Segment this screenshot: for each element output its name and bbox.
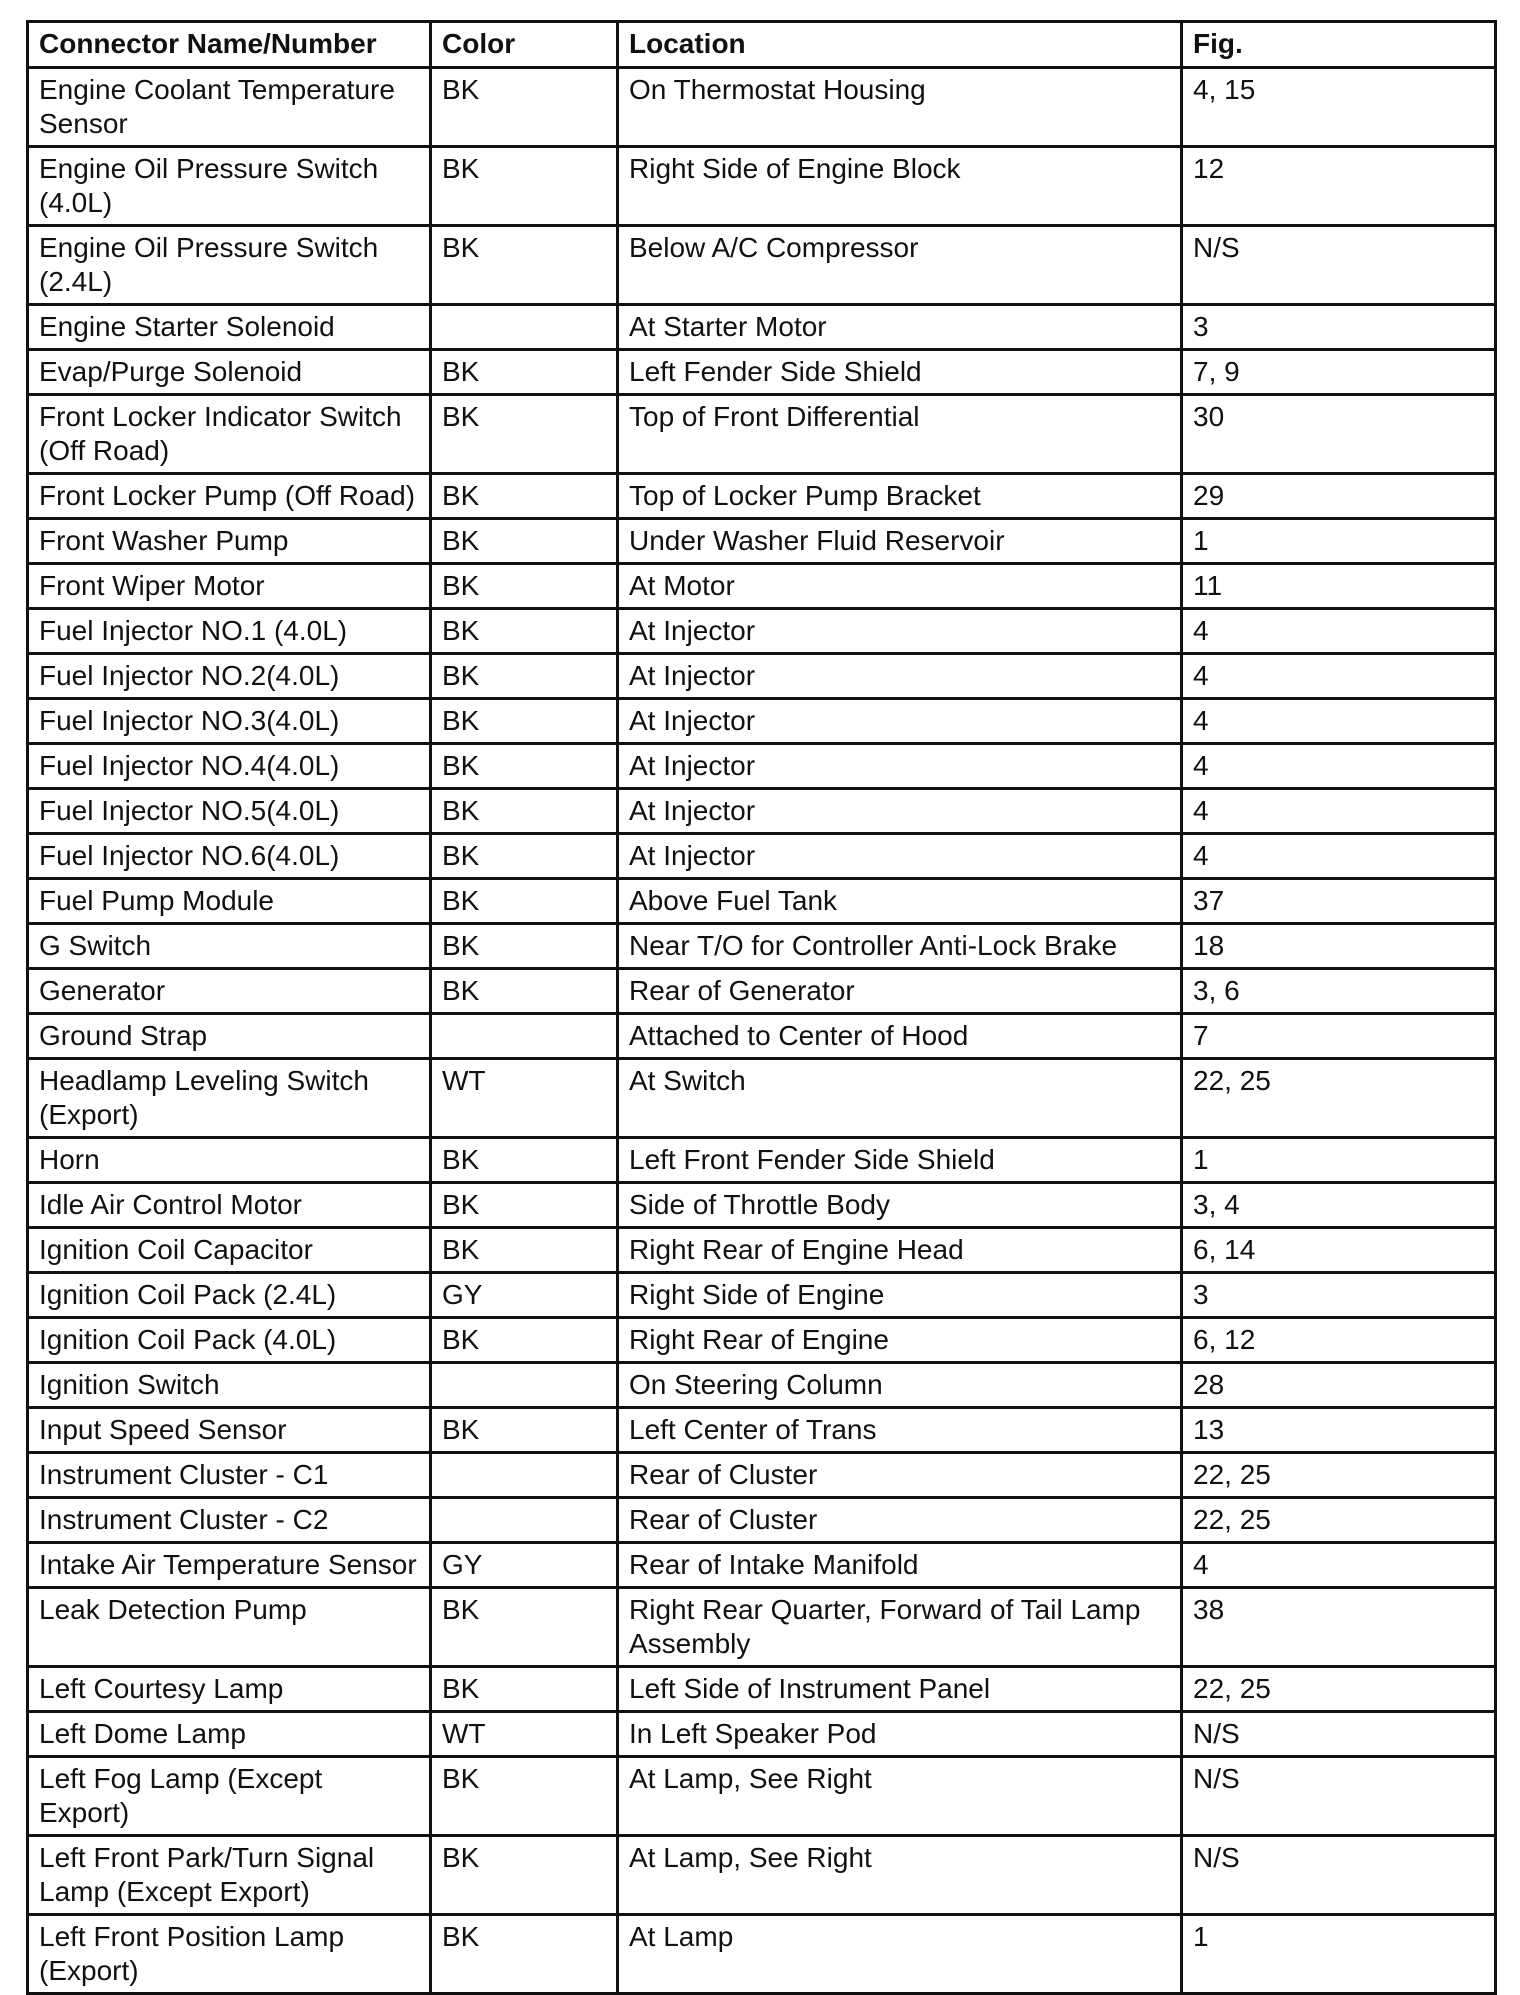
- fig-cell: 3, 6: [1182, 969, 1496, 1014]
- connector-name-cell: Ignition Coil Pack (2.4L): [28, 1273, 431, 1318]
- fig-cell: N/S: [1182, 1712, 1496, 1757]
- table-row: [28, 1228, 1496, 1273]
- color-cell: BK: [431, 699, 618, 744]
- location-cell: At Injector: [618, 789, 1182, 834]
- fig-cell: 4: [1182, 1543, 1496, 1588]
- fig-cell: 18: [1182, 924, 1496, 969]
- location-cell: At Motor: [618, 564, 1182, 609]
- fig-cell: 3: [1182, 1273, 1496, 1318]
- table-row: [28, 1757, 1496, 1836]
- connector-name-cell: Left Front Park/Turn Signal Lamp (Except Export): [28, 1836, 431, 1915]
- header-fig: Fig.: [1182, 22, 1496, 68]
- color-cell: BK: [431, 879, 618, 924]
- location-cell: At Injector: [618, 654, 1182, 699]
- fig-cell: 30: [1182, 395, 1496, 474]
- location-cell: At Lamp, See Right: [618, 1757, 1182, 1836]
- color-cell: [431, 1453, 618, 1498]
- color-cell: BK: [431, 474, 618, 519]
- table-row: [28, 1408, 1496, 1453]
- fig-cell: N/S: [1182, 1836, 1496, 1915]
- connector-name-cell: Fuel Injector NO.2(4.0L): [28, 654, 431, 699]
- table-row: [28, 395, 1496, 474]
- fig-cell: 12: [1182, 147, 1496, 226]
- color-cell: BK: [431, 519, 618, 564]
- connector-name-cell: Instrument Cluster - C1: [28, 1453, 431, 1498]
- connector-name-cell: Front Locker Pump (Off Road): [28, 474, 431, 519]
- location-cell: Rear of Generator: [618, 969, 1182, 1014]
- color-cell: BK: [431, 1757, 618, 1836]
- location-cell: Right Rear of Engine: [618, 1318, 1182, 1363]
- color-cell: BK: [431, 924, 618, 969]
- connector-name-cell: Generator: [28, 969, 431, 1014]
- fig-cell: 29: [1182, 474, 1496, 519]
- connector-name-cell: Fuel Injector NO.1 (4.0L): [28, 609, 431, 654]
- color-cell: GY: [431, 1543, 618, 1588]
- connector-name-cell: G Switch: [28, 924, 431, 969]
- fig-cell: 22, 25: [1182, 1453, 1496, 1498]
- fig-cell: 4: [1182, 699, 1496, 744]
- location-cell: Right Rear of Engine Head: [618, 1228, 1182, 1273]
- location-cell: Near T/O for Controller Anti-Lock Brake: [618, 924, 1182, 969]
- connector-name-cell: Ignition Coil Capacitor: [28, 1228, 431, 1273]
- location-cell: Attached to Center of Hood: [618, 1014, 1182, 1059]
- table-row: [28, 879, 1496, 924]
- location-cell: At Injector: [618, 699, 1182, 744]
- color-cell: WT: [431, 1059, 618, 1138]
- color-cell: BK: [431, 1138, 618, 1183]
- table-row: [28, 1667, 1496, 1712]
- fig-cell: 1: [1182, 1915, 1496, 1994]
- location-cell: Top of Locker Pump Bracket: [618, 474, 1182, 519]
- connector-name-cell: Front Locker Indicator Switch (Off Road): [28, 395, 431, 474]
- header-color: Color: [431, 22, 618, 68]
- connector-name-cell: Ignition Switch: [28, 1363, 431, 1408]
- connector-name-cell: Left Courtesy Lamp: [28, 1667, 431, 1712]
- location-cell: At Lamp: [618, 1915, 1182, 1994]
- location-cell: Left Front Fender Side Shield: [618, 1138, 1182, 1183]
- color-cell: BK: [431, 147, 618, 226]
- fig-cell: 6, 12: [1182, 1318, 1496, 1363]
- connector-name-cell: Fuel Pump Module: [28, 879, 431, 924]
- table-row: [28, 1363, 1496, 1408]
- fig-cell: 28: [1182, 1363, 1496, 1408]
- connector-name-cell: Front Washer Pump: [28, 519, 431, 564]
- fig-cell: 38: [1182, 1588, 1496, 1667]
- fig-cell: 4: [1182, 609, 1496, 654]
- table-row: [28, 744, 1496, 789]
- connector-table: [26, 20, 1497, 1995]
- table-row: [28, 969, 1496, 1014]
- connector-name-cell: Fuel Injector NO.4(4.0L): [28, 744, 431, 789]
- table-row: [28, 350, 1496, 395]
- color-cell: BK: [431, 1228, 618, 1273]
- table-row: [28, 564, 1496, 609]
- fig-cell: 22, 25: [1182, 1498, 1496, 1543]
- fig-cell: 11: [1182, 564, 1496, 609]
- fig-cell: 3: [1182, 305, 1496, 350]
- color-cell: BK: [431, 609, 618, 654]
- table-row: [28, 1836, 1496, 1915]
- color-cell: BK: [431, 1318, 618, 1363]
- color-cell: BK: [431, 969, 618, 1014]
- color-cell: GY: [431, 1273, 618, 1318]
- location-cell: Left Center of Trans: [618, 1408, 1182, 1453]
- table-row: [28, 474, 1496, 519]
- location-cell: Under Washer Fluid Reservoir: [618, 519, 1182, 564]
- color-cell: WT: [431, 1712, 618, 1757]
- fig-cell: 4: [1182, 654, 1496, 699]
- color-cell: BK: [431, 1183, 618, 1228]
- table-row: [28, 1915, 1496, 1994]
- fig-cell: 3, 4: [1182, 1183, 1496, 1228]
- color-cell: BK: [431, 789, 618, 834]
- color-cell: BK: [431, 1408, 618, 1453]
- fig-cell: 7, 9: [1182, 350, 1496, 395]
- location-cell: Rear of Intake Manifold: [618, 1543, 1182, 1588]
- table-row: [28, 1543, 1496, 1588]
- color-cell: [431, 1498, 618, 1543]
- fig-cell: 1: [1182, 1138, 1496, 1183]
- color-cell: BK: [431, 395, 618, 474]
- location-cell: Above Fuel Tank: [618, 879, 1182, 924]
- location-cell: Top of Front Differential: [618, 395, 1182, 474]
- table-row: [28, 924, 1496, 969]
- location-cell: Left Fender Side Shield: [618, 350, 1182, 395]
- table-row: [28, 1318, 1496, 1363]
- fig-cell: N/S: [1182, 226, 1496, 305]
- location-cell: Left Side of Instrument Panel: [618, 1667, 1182, 1712]
- color-cell: BK: [431, 834, 618, 879]
- connector-name-cell: Evap/Purge Solenoid: [28, 350, 431, 395]
- table-row: [28, 305, 1496, 350]
- fig-cell: 22, 25: [1182, 1667, 1496, 1712]
- location-cell: At Injector: [618, 609, 1182, 654]
- color-cell: BK: [431, 1588, 618, 1667]
- location-cell: At Injector: [618, 744, 1182, 789]
- color-cell: BK: [431, 1836, 618, 1915]
- location-cell: Rear of Cluster: [618, 1453, 1182, 1498]
- color-cell: BK: [431, 68, 618, 147]
- table-row: [28, 1059, 1496, 1138]
- fig-cell: 4: [1182, 834, 1496, 879]
- location-cell: On Steering Column: [618, 1363, 1182, 1408]
- fig-cell: 7: [1182, 1014, 1496, 1059]
- connector-name-cell: Instrument Cluster - C2: [28, 1498, 431, 1543]
- header-location: Location: [618, 22, 1182, 68]
- color-cell: BK: [431, 226, 618, 305]
- location-cell: At Switch: [618, 1059, 1182, 1138]
- table-row: [28, 654, 1496, 699]
- table-header-row: [28, 22, 1496, 68]
- connector-name-cell: Intake Air Temperature Sensor: [28, 1543, 431, 1588]
- table-row: [28, 1014, 1496, 1059]
- fig-cell: 1: [1182, 519, 1496, 564]
- table-row: [28, 147, 1496, 226]
- color-cell: BK: [431, 564, 618, 609]
- table-row: [28, 609, 1496, 654]
- connector-name-cell: Fuel Injector NO.6(4.0L): [28, 834, 431, 879]
- color-cell: [431, 1363, 618, 1408]
- location-cell: Rear of Cluster: [618, 1498, 1182, 1543]
- connector-name-cell: Left Dome Lamp: [28, 1712, 431, 1757]
- table-row: [28, 789, 1496, 834]
- color-cell: BK: [431, 654, 618, 699]
- fig-cell: 4, 15: [1182, 68, 1496, 147]
- connector-name-cell: Engine Oil Pressure Switch (4.0L): [28, 147, 431, 226]
- fig-cell: 22, 25: [1182, 1059, 1496, 1138]
- table-row: [28, 1138, 1496, 1183]
- connector-name-cell: Left Fog Lamp (Except Export): [28, 1757, 431, 1836]
- connector-name-cell: Engine Starter Solenoid: [28, 305, 431, 350]
- location-cell: Right Rear Quarter, Forward of Tail Lamp Assembly: [618, 1588, 1182, 1667]
- connector-name-cell: Front Wiper Motor: [28, 564, 431, 609]
- fig-cell: 6, 14: [1182, 1228, 1496, 1273]
- location-cell: Side of Throttle Body: [618, 1183, 1182, 1228]
- table-row: [28, 226, 1496, 305]
- fig-cell: 13: [1182, 1408, 1496, 1453]
- location-cell: At Lamp, See Right: [618, 1836, 1182, 1915]
- fig-cell: 4: [1182, 744, 1496, 789]
- connector-name-cell: Input Speed Sensor: [28, 1408, 431, 1453]
- color-cell: BK: [431, 744, 618, 789]
- location-cell: On Thermostat Housing: [618, 68, 1182, 147]
- location-cell: At Starter Motor: [618, 305, 1182, 350]
- connector-name-cell: Engine Oil Pressure Switch (2.4L): [28, 226, 431, 305]
- connector-name-cell: Engine Coolant Temperature Sensor: [28, 68, 431, 147]
- color-cell: BK: [431, 350, 618, 395]
- color-cell: BK: [431, 1667, 618, 1712]
- table-row: [28, 1588, 1496, 1667]
- connector-name-cell: Left Front Position Lamp (Export): [28, 1915, 431, 1994]
- color-cell: [431, 305, 618, 350]
- table-row: [28, 1273, 1496, 1318]
- fig-cell: N/S: [1182, 1757, 1496, 1836]
- fig-cell: 37: [1182, 879, 1496, 924]
- color-cell: [431, 1014, 618, 1059]
- location-cell: Right Side of Engine Block: [618, 147, 1182, 226]
- connector-name-cell: Idle Air Control Motor: [28, 1183, 431, 1228]
- fig-cell: 4: [1182, 789, 1496, 834]
- color-cell: BK: [431, 1915, 618, 1994]
- table-row: [28, 519, 1496, 564]
- table-row: [28, 1712, 1496, 1757]
- table-row: [28, 1183, 1496, 1228]
- connector-name-cell: Fuel Injector NO.3(4.0L): [28, 699, 431, 744]
- connector-name-cell: Fuel Injector NO.5(4.0L): [28, 789, 431, 834]
- location-cell: In Left Speaker Pod: [618, 1712, 1182, 1757]
- connector-name-cell: Ignition Coil Pack (4.0L): [28, 1318, 431, 1363]
- table-row: [28, 1453, 1496, 1498]
- table-row: [28, 1498, 1496, 1543]
- connector-name-cell: Horn: [28, 1138, 431, 1183]
- table-row: [28, 834, 1496, 879]
- connector-name-cell: Leak Detection Pump: [28, 1588, 431, 1667]
- connector-name-cell: Headlamp Leveling Switch (Export): [28, 1059, 431, 1138]
- table-row: [28, 68, 1496, 147]
- header-connector-name: Connector Name/Number: [28, 22, 431, 68]
- location-cell: Right Side of Engine: [618, 1273, 1182, 1318]
- table-row: [28, 699, 1496, 744]
- location-cell: At Injector: [618, 834, 1182, 879]
- location-cell: Below A/C Compressor: [618, 226, 1182, 305]
- connector-name-cell: Ground Strap: [28, 1014, 431, 1059]
